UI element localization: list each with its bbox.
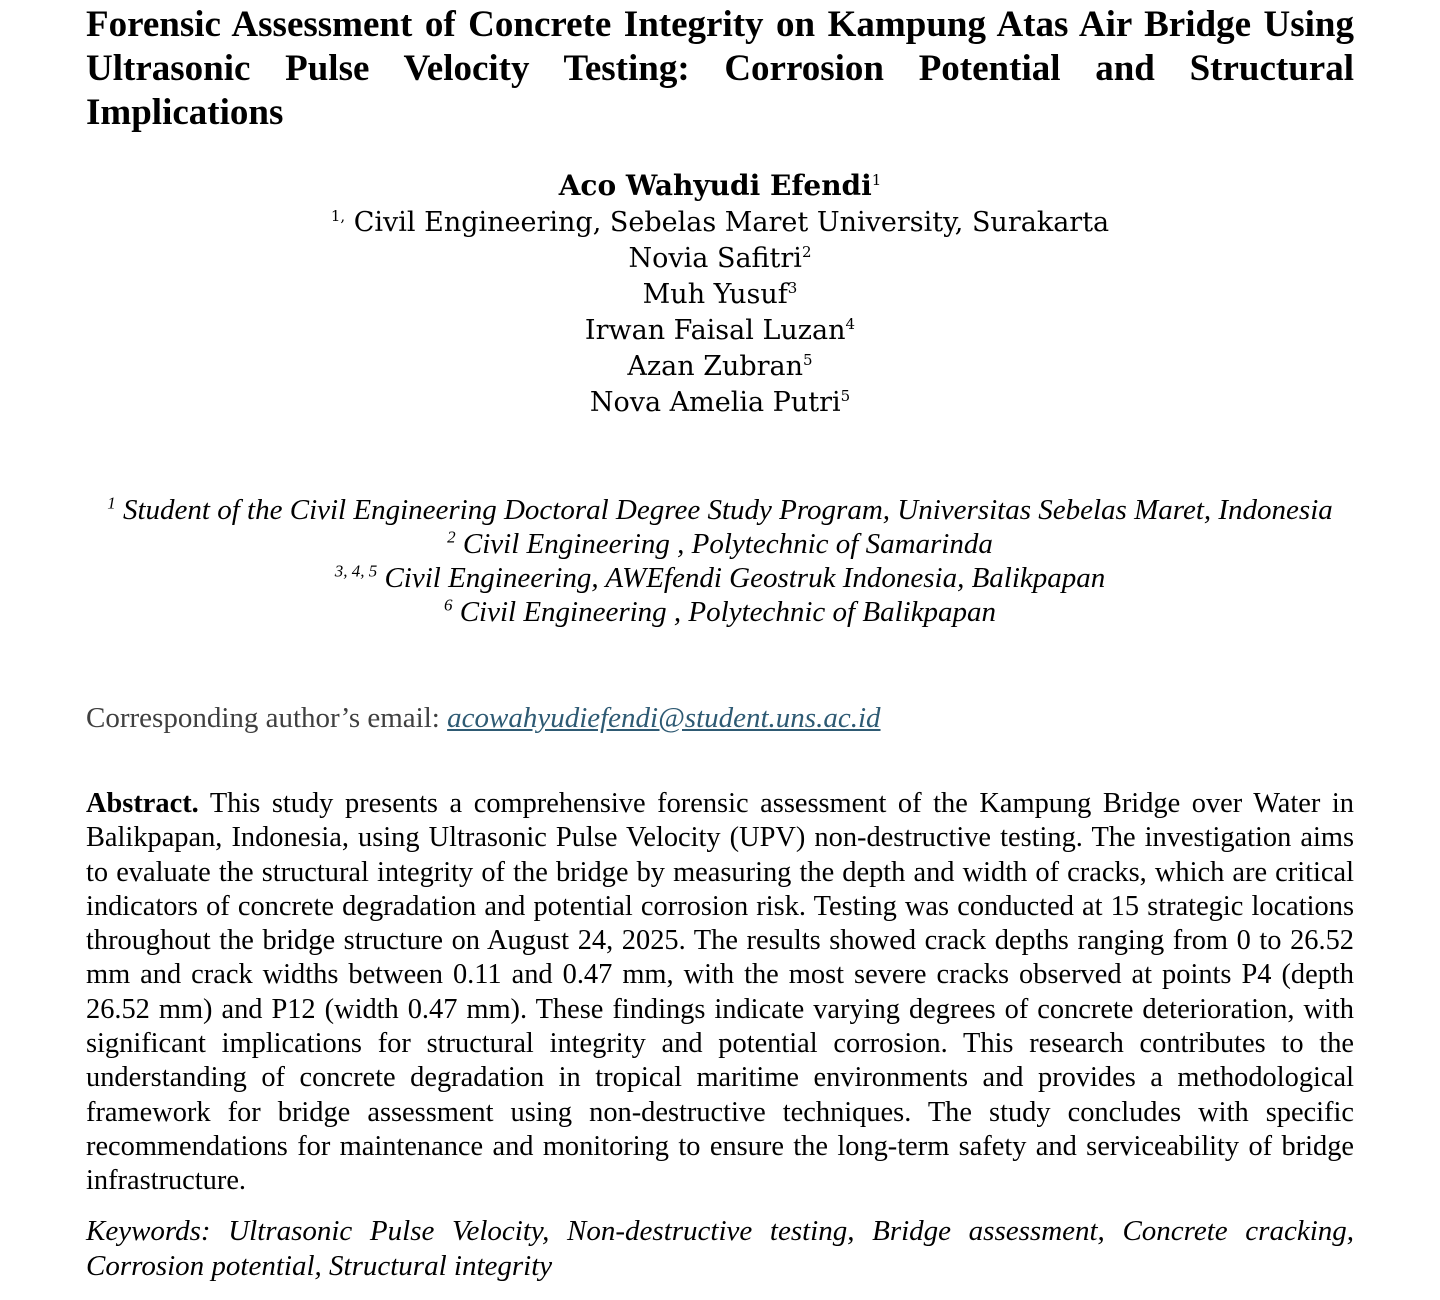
author-main-name: Aco Wahyudi Efendi: [558, 169, 872, 202]
author-name: [86, 349, 1354, 385]
corresponding-email-label: Corresponding author’s email:: [86, 702, 448, 734]
corresponding-email-line: [86, 700, 881, 736]
author-name-text: Novia Safitri: [628, 243, 802, 274]
paper-title: Forensic Assessment of Concrete Integrity on Kampung Atas Air Bridge Using Ultrasonic Pulse Velocity Testing: Corrosion Potential and Structural Implications: [86, 4, 1354, 133]
affiliation-text: Civil Engineering , Polytechnic of Samarinda: [462, 528, 993, 560]
affiliation-line: [86, 595, 1354, 629]
keywords-label: Keywords:: [86, 1215, 211, 1247]
abstract-paragraph: [86, 787, 1354, 1199]
abstract-text: This study presents a comprehensive forensic assessment of the Kampung Bridge over Water in Balikpapan, Indonesia, using Ultrasonic Pulse Velocity (UPV) non-destructive testing. The investigation aims to evaluate the structural integrity of the bridge by measuring the depth and width of cracks, which are critical indicators of concrete degradation and potential corrosion risk. Testing was conducted at 15 strategic locations throughout the bridge structure on August 24, 2025. The results showed crack depths ranging from 0 to 26.52 mm and crack widths between 0.11 and 0.47 mm, with the most severe cracks observed at points P4 (depth 26.52 mm) and P12 (width 0.47 mm). These findings indicate varying degrees of concrete deterioration, with significant implications for structural integrity and potential corrosion. This research contributes to the understanding of concrete degradation in tropical maritime environments and provides a methodological framework for bridge assessment using non-destructive techniques. The study concludes with specific recommendations for maintenance and monitoring to ensure the long-term safety and serviceability of bridge infrastructure.: [86, 788, 1354, 1197]
author-sup: 5: [840, 387, 851, 405]
author-main-affiliation-sup: 1,: [330, 207, 346, 225]
affiliation-line: [86, 561, 1354, 595]
author-main: [86, 168, 1354, 205]
keywords-paragraph: [86, 1214, 1354, 1283]
author-sup: 4: [845, 315, 856, 333]
author-name-text: Nova Amelia Putri: [589, 387, 841, 418]
author-sup: 2: [801, 243, 812, 261]
author-name: [86, 277, 1354, 313]
affiliation-sup: 1: [107, 493, 116, 513]
affiliation-sup: 6: [443, 595, 453, 615]
affiliation-sup: 2: [447, 527, 456, 547]
author-name: [86, 313, 1354, 349]
affiliation-text: Civil Engineering , Polytechnic of Balikpapan: [459, 596, 997, 628]
affiliation-block: [86, 493, 1354, 629]
author-main-sup: 1: [871, 171, 882, 189]
author-main-affiliation: [86, 205, 1354, 241]
author-name-text: Azan Zubran: [627, 351, 804, 382]
author-name-text: Muh Yusuf: [642, 279, 788, 310]
author-block: [86, 168, 1354, 421]
affiliation-text: Student of the Civil Engineering Doctoral Degree Study Program, Universitas Sebelas Maret, Indonesia: [123, 494, 1333, 526]
author-name-text: Irwan Faisal Luzan: [584, 315, 846, 346]
keywords-text: Ultrasonic Pulse Velocity, Non-destructive testing, Bridge assessment, Concrete cracking, Corrosion potential, Structural integrity: [86, 1215, 1355, 1282]
affiliation-sup: 3, 4, 5: [334, 561, 378, 581]
affiliation-text: Civil Engineering, AWEfendi Geostruk Indonesia, Balikpapan: [384, 562, 1106, 594]
author-name: [86, 385, 1354, 421]
abstract-label: Abstract.: [86, 788, 199, 819]
author-name: [86, 241, 1354, 277]
author-sup: 3: [787, 279, 798, 297]
corresponding-email-link[interactable]: acowahyudiefendi@student.uns.ac.id: [447, 702, 881, 734]
author-sup: 5: [803, 351, 813, 369]
affiliation-line: [86, 527, 1354, 561]
author-main-affiliation-text: Civil Engineering, Sebelas Maret University, Surakarta: [353, 207, 1110, 238]
affiliation-line: [86, 493, 1354, 527]
